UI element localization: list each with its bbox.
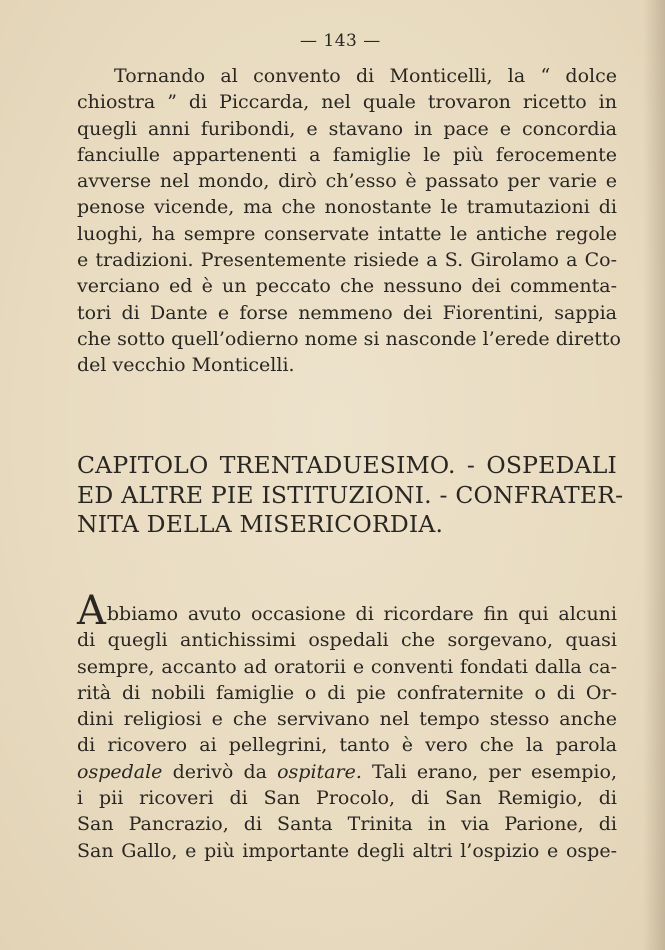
italic-word: ospedale [77,760,163,783]
text-line: e tradizioni. Presentemente risiede a S. Girolamo a Co- [77,249,617,272]
text-line: i pii ricoveri di San Procolo, di San Remigio, di [77,787,617,810]
text-line: di ricovero ai pellegrini, tanto è vero che la parola [77,734,617,757]
text-line-italic [77,759,617,785]
text-line: rità di nobili famiglie o di pie confraternite o di Or- [77,681,617,704]
text-fragment: bbiamo avuto occasione di ricordare fin qui alcuni [106,603,617,625]
text-line: dini religiosi e che servivano nel tempo stesso anche [77,708,617,731]
text-line: fanciulle appartenenti a famiglie le più ferocemente [77,143,617,166]
text-line: San Gallo, e più importante degli altri l’ospizio e ospe- [77,839,617,862]
heading-line: ED ALTRE PIE ISTITUZIONI. - CONFRATER- [77,480,624,509]
page-number: — 143 — [300,31,381,51]
text-fragment: Tali erano, per esempio, [361,760,617,783]
text-line: penose vicende, ma che nonostante le tramutazioni di [77,196,617,219]
page-edge-shadow [643,0,665,950]
text-line: chiostra ” di Piccarda, nel quale trovaron ricetto in [77,91,617,114]
paragraph-ospedali [77,588,617,864]
text-line: sempre, accanto ad oratorii e conventi fondati dalla ca- [77,655,617,678]
text-line: San Pancrazio, di Santa Trinita in via Parione, di [77,813,617,836]
text-line: che sotto quell’odierno nome si nasconde l’erede diretto [77,327,621,350]
italic-word: ospitare. [277,760,362,783]
text-line: tori di Dante e forse nemmeno dei Fiorentini, sappia [77,301,617,324]
heading-line: NITA DELLA MISERICORDIA. [77,510,444,538]
text-line: del vecchio Monticelli. [77,354,295,377]
text-line: verciano ed è un peccato che nessuno dei commenta- [77,275,617,298]
text-line: di quegli antichissimi ospedali che sorgevano, quasi [77,629,617,652]
heading-line: CAPITOLO TRENTADUESIMO. - OSPEDALI [77,451,617,479]
paragraph-monticelli [77,63,621,379]
text-fragment: derivò da [162,760,278,783]
drop-cap: A [77,588,106,634]
text-line: avverse nel mondo, dirò ch’esso è passato per varie e [77,170,617,193]
text-line: quegli anni furibondi, e stavano in pace e concordia [77,117,617,140]
text-line: Tornando al convento di Monticelli, la “ dolce [114,65,617,87]
chapter-heading [77,451,624,540]
text-line-first [77,588,617,634]
text-line: luoghi, ha sempre conservate intatte le antiche regole [77,222,617,245]
